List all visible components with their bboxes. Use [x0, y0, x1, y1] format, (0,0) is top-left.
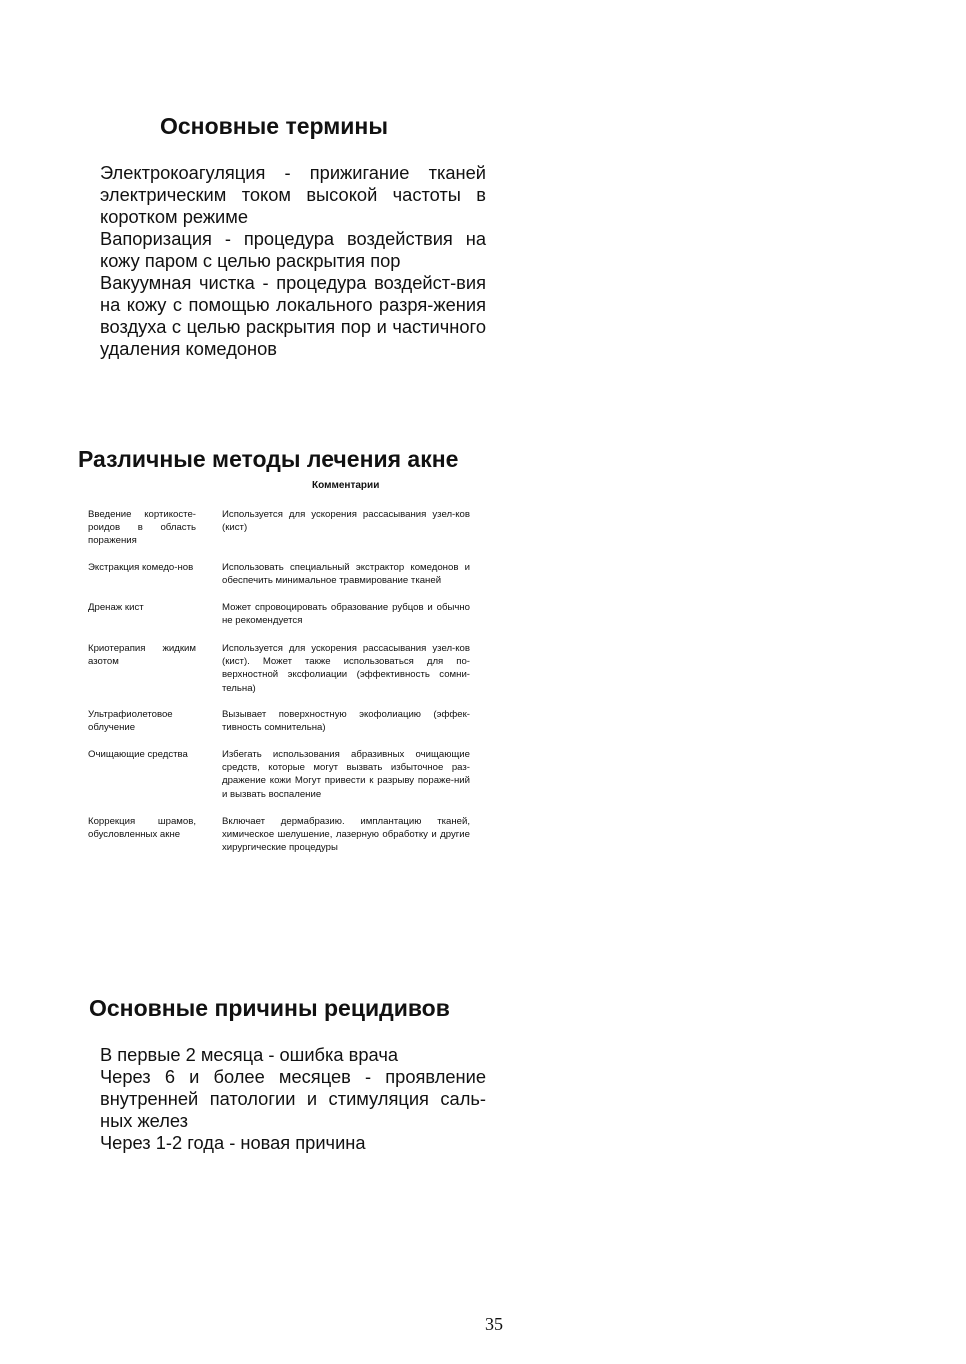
page-number: 35: [485, 1314, 503, 1334]
comment-cell: Избегать использования абразивных очищающие средств, которые могут вызвать избыточное раз-дражение кожи Могут привести к разрыву пораже-ний и вызвать воспаление: [222, 749, 470, 800]
comments-column-header: Комментарии: [312, 480, 380, 491]
relapse-cause-item: Через 6 и более месяцев - проявление внутренней патологии и стимуляция саль-ных желез: [100, 1066, 486, 1131]
section-title-basic-terms: Основные термины: [160, 113, 388, 139]
term-electrocoagulation: Электрокоагуляция - прижигание тканей электрическим током высокой частоты в коротком режиме: [100, 162, 486, 227]
terms-list: [100, 162, 486, 360]
term-vaporization: Вапоризация - процедура воздействия на кожу паром с целью раскрытия пор: [100, 228, 486, 271]
method-cell: Введение кортикосте-роидов в область поражения: [88, 509, 196, 547]
method-cell: Криотерапия жидким азотом: [88, 643, 196, 668]
comment-cell: Используется для ускорения рассасывания узел-ков (кист): [222, 509, 470, 534]
relapse-cause-item: В первые 2 месяца - ошибка врача: [100, 1044, 399, 1065]
relapse-causes-list: [100, 1044, 486, 1154]
comment-cell: Используется для ускорения рассасывания узел-ков (кист). Может также использоваться для по-верхностной эксфолиации (эффективность сомни-тельна): [222, 643, 470, 694]
comment-cell: Может спровоцировать образование рубцов и обычно не рекомендуется: [222, 602, 470, 627]
method-cell: Экстракция комедо-нов: [88, 562, 194, 573]
method-cell: Дренаж кист: [88, 602, 144, 613]
comment-cell: Использовать специальный экстрактор комедонов и обеспечить минимальное травмирование тканей: [222, 562, 470, 587]
comment-cell: Включает дермабразию. имплантацию тканей, химическое шелушение, лазерную обработку и другие хирургические процедуры: [222, 816, 470, 854]
term-vacuum-cleaning: Вакуумная чистка - процедура воздейст-вия на кожу с помощью локального разря-жения воздуха с целью раскрытия пор и частичного удаления комедонов: [100, 272, 486, 359]
method-cell: Ультрафиолетовое облучение: [88, 709, 173, 734]
method-cell: Коррекция шрамов, обусловленных акне: [88, 816, 196, 841]
method-cell: Очищающие средства: [88, 749, 188, 760]
comment-cell: Вызывает поверхностную экофолиацию (эффек-тивность сомнительна): [222, 709, 470, 734]
relapse-cause-item: Через 1-2 года - новая причина: [100, 1132, 366, 1153]
section-title-relapse-causes: Основные причины рецидивов: [89, 995, 450, 1021]
section-title-acne-methods: Различные методы лечения акне: [78, 446, 459, 472]
